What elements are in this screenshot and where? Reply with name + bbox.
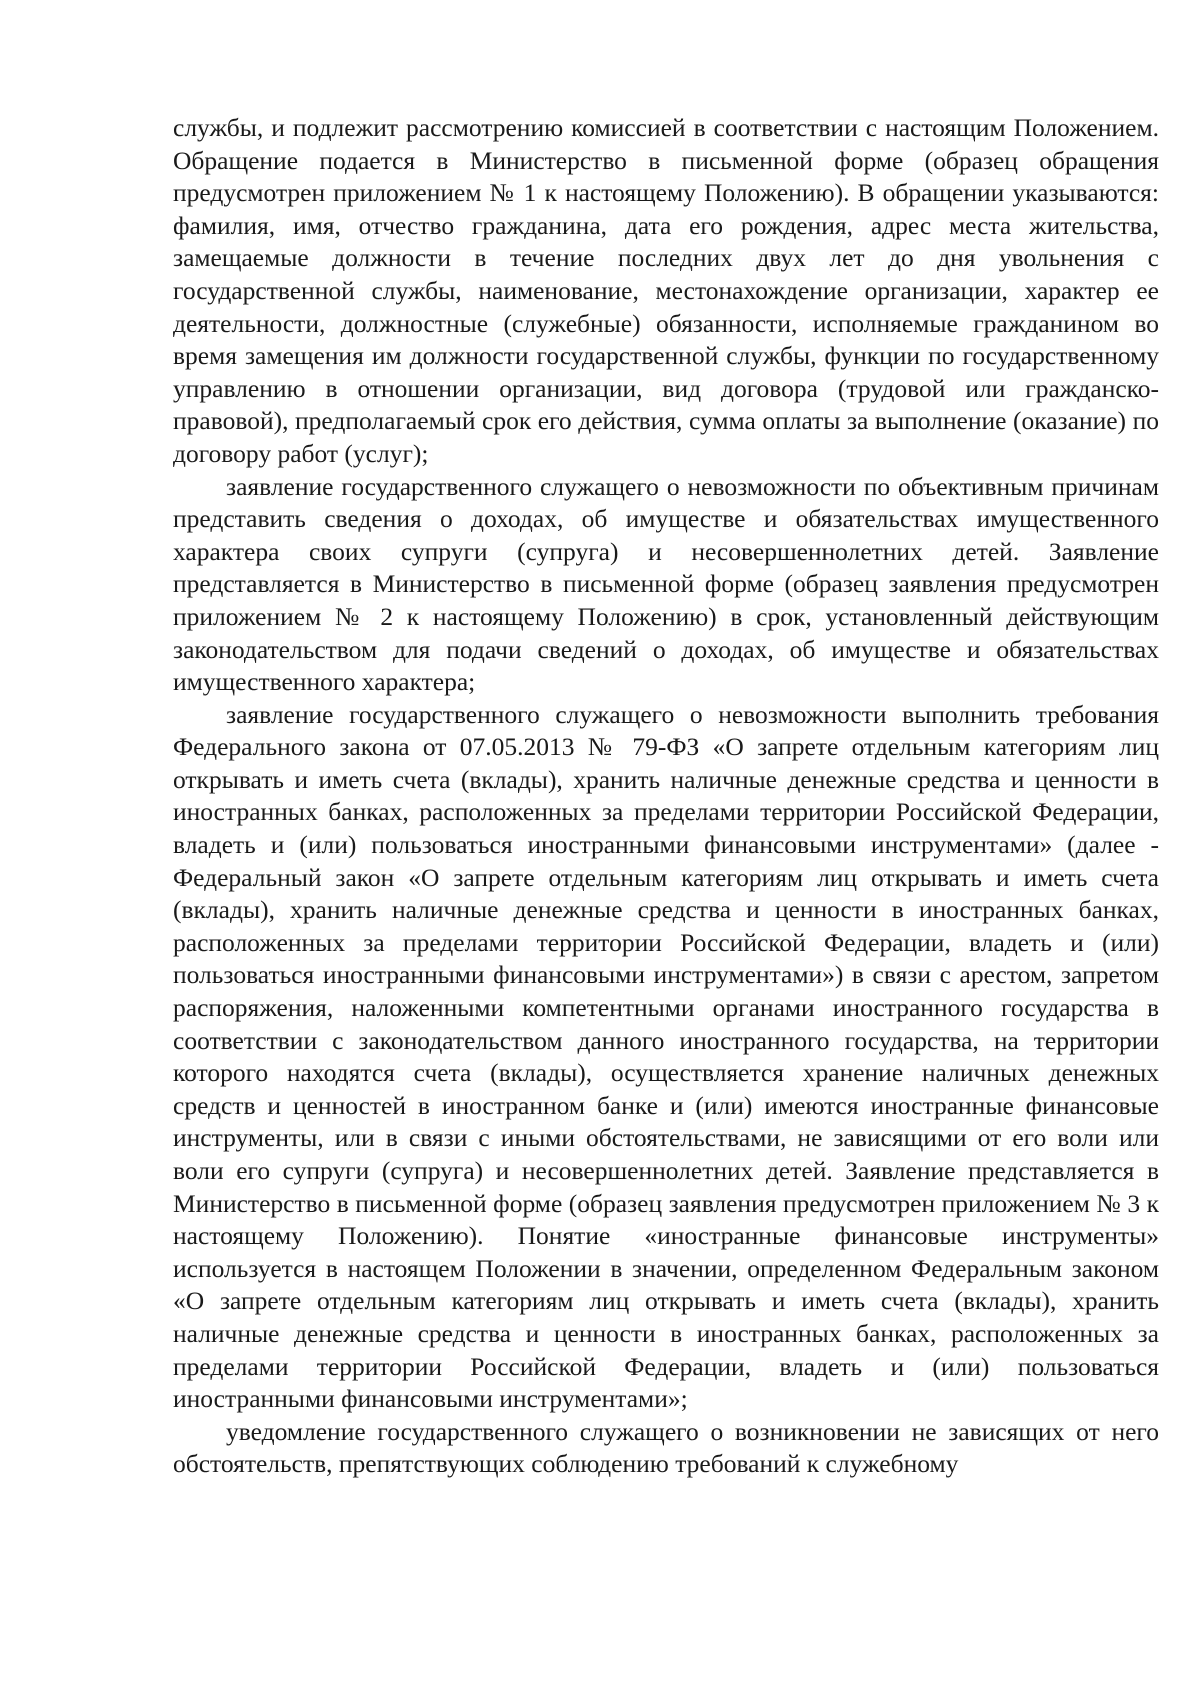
paragraph-circumstances-notice: уведомление государственного служащего о возникновении не зависящих от него обстоятельств, препятствующих соблюдению требований к служебному — [173, 1416, 1159, 1479]
paragraph-continuation: службы, и подлежит рассмотрению комиссией в соответствии с настоящим Положением. Обращение подается в Министерство в письменной форме (образец обращения предусмотрен приложением № 1 к настоящему Положению). В обращении указываются: фамилия, имя, отчество гражданина, дата его рождения, адрес места жительства, замещаемые должности в течение последних двух лет до дня увольнения с государственной службы, наименование, местонахождение организации, характер ее деятельности, должностные (служебные) обязанности, исполняемые гражданином во время замещения им должности государственной службы, функции по государственному управлению в отношении организации, вид договора (трудовой или гражданско-правовой), предполагаемый срок его действия, сумма оплаты за выполнение (оказание) по договору работ (услуг); — [173, 113, 1159, 468]
paragraph-foreign-accounts-statement: заявление государственного служащего о невозможности выполнить требования Федерального закона от 07.05.2013 № 79-ФЗ «О запрете отдельным категориям лиц открывать и иметь счета (вклады), хранить наличные денежные средства и ценности в иностранных банках, расположенных за пределами территории Российской Федерации, владеть и (или) пользоваться иностранными финансовыми инструментами» (далее - Федеральный закон «О запрете отдельным категориям лиц открывать и иметь счета (вклады), хранить наличные денежные средства и ценности в иностранных банках, расположенных за пределами территории Российской Федерации, владеть и (или) пользоваться иностранными финансовыми инструментами») в связи с арестом, запретом распоряжения, наложенными компетентными органами иностранного государства в соответствии с законодательством данного иностранного государства, на территории которого находятся счета (вклады), осуществляется хранение наличных денежных средств и ценностей в иностранном банке и (или) имеются иностранные финансовые инструменты, или в связи с иными обстоятельствами, не зависящими от его воли или воли его супруги (супруга) и несовершеннолетних детей. Заявление представляется в Министерство в письменной форме (образец заявления предусмотрен приложением № 3 к настоящему Положению). Понятие «иностранные финансовые инструменты» используется в настоящем Положении в значении, определенном Федеральным законом «О запрете отдельным категориям лиц открывать и иметь счета (вклады), хранить наличные денежные средства и ценности в иностранных банках, расположенных за пределами территории Российской Федерации, владеть и (или) пользоваться иностранными финансовыми инструментами»; — [173, 699, 1159, 1414]
document-body — [173, 112, 1159, 1481]
paragraph-income-statement: заявление государственного служащего о невозможности по объективным причинам представить сведения о доходах, об имуществе и обязательствах имущественного характера своих супруги (супруга) и несовершеннолетних детей. Заявление представляется в Министерство в письменной форме (образец заявления предусмотрен приложением № 2 к настоящему Положению) в срок, установленный действующим законодательством для подачи сведений о доходах, об имуществе и обязательствах имущественного характера; — [173, 471, 1159, 697]
